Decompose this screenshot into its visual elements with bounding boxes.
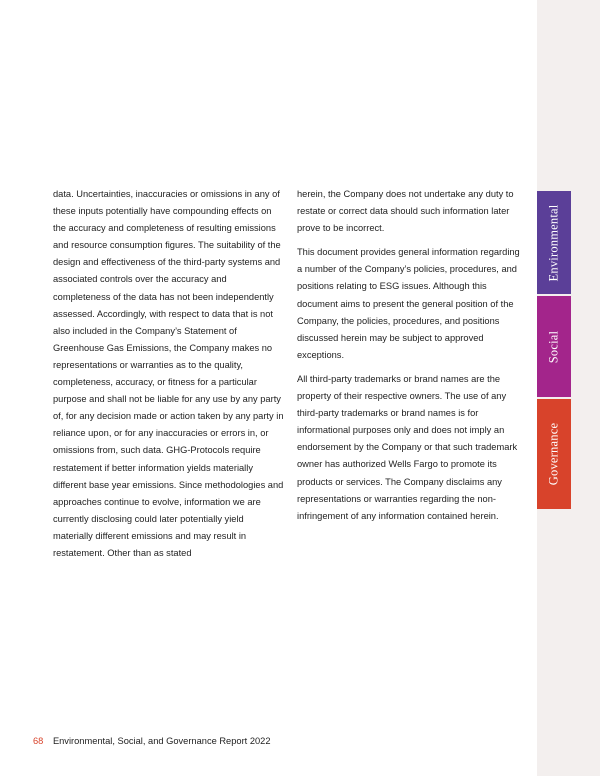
tab-governance-label: Governance <box>546 422 561 486</box>
tab-governance[interactable] <box>537 399 571 509</box>
tab-environmental-label: Environmental <box>546 204 561 281</box>
paragraph-trademarks: All third-party trademarks or brand names are the property of their respective owners. The use of any third-party trademarks or brand names is for informational purposes only and does not imply an endorsement by the Company or that such trademark owner has authorized Wells Fargo to promote its products or services. The Company disclaims any representations or warranties regarding the non-infringement of any information contained herein. <box>297 373 518 521</box>
tab-social[interactable] <box>537 296 571 397</box>
paragraph-data-duty: herein, the Company does not undertake any duty to restate or correct data should such information later prove to be incorrect. <box>297 189 514 234</box>
tab-social-label: Social <box>546 330 561 363</box>
report-title: Environmental, Social, and Governance Report 2022 <box>52 736 271 746</box>
page-number: 68 <box>33 736 44 746</box>
left-column-text: data. Uncertainties, inaccuracies or omissions in any of these inputs potentially have compounding effects on the accuracy and completeness of resulting emissions and resource consumption figures. The suitability of the design and effectiveness of the third-party systems and associated controls over the accuracy and completeness of the data has not been independently assessed. Accordingly, with respect to data that is not also included in the Company’s Statement of Greenhouse Gas Emissions, the Company makes no representations or warranties as to the quality, completeness, accuracy, or fitness for a particular purpose and shall not be liable for any use by any party of, for any decision made or action taken by any party in reliance upon, or for any inaccuracies or errors in, or omissions from, such data. GHG-Protocols require restatement if better information yields materially different base year emissions. Since methodologies and approaches continue to evolve, information we are currently disclosing could later potentially yield materially different emissions and may result in restatement. Other than as stated <box>53 189 284 558</box>
right-column <box>297 186 525 525</box>
tab-environmental[interactable] <box>537 191 571 294</box>
page-footer <box>33 736 271 746</box>
paragraph-general-information: This document provides general information regarding a number of the Company’s policies, procedures, and positions relating to ESG issues. Although this document aims to present the general position of the Company, the policies, procedures, and positions discussed herein may be subject to approved exceptions. <box>297 247 520 360</box>
left-column <box>53 186 285 562</box>
